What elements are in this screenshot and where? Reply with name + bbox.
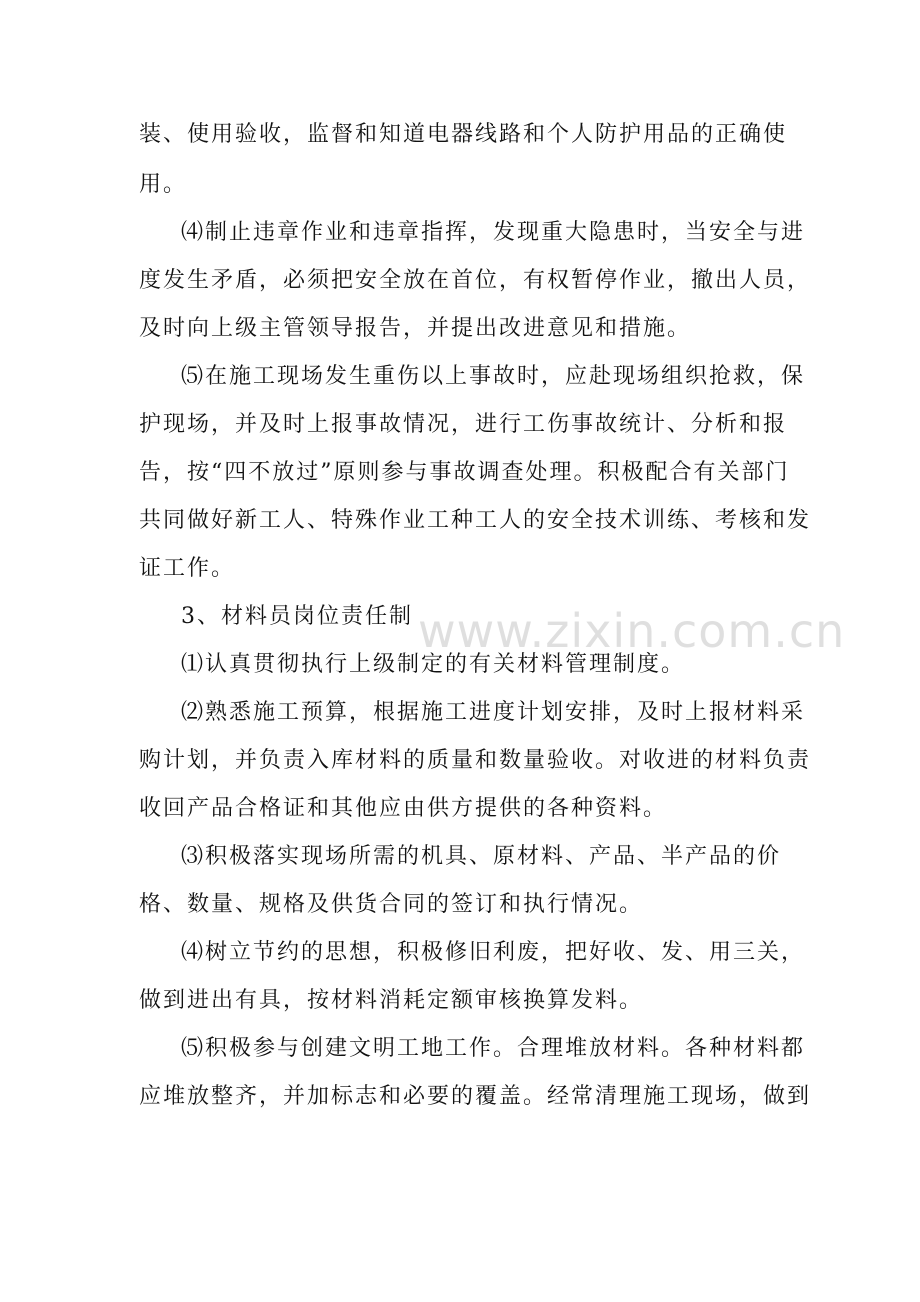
text-line: 证工作。 [139,556,236,581]
text-line: ⑸在施工现场发生重伤以上事故时，应赴现场组织抢救，保 [181,364,806,389]
text-line: 做到进出有具，按材料消耗定额审核换算发料。 [139,988,644,1013]
text-line: 用。 [139,172,188,197]
text-line: ⑷制止违章作业和违章指挥，发现重大隐患时，当安全与进 [181,220,806,245]
text-line: 及时向上级主管领导报告，并提出改进意见和措施。 [139,316,692,341]
text-line: 度发生矛盾，必须把安全放在首位，有权暂停作业，撤出人员， [139,268,812,293]
text-line: 格、数量、规格及供货合同的签订和执行情况。 [139,892,644,917]
text-line: ⑴认真贯彻执行上级制定的有关材料管理制度。 [181,652,686,677]
watermark: www.zixin.com.cn [418,604,846,658]
text-line: ⑸积极参与创建文明工地工作。合理堆放材料。各种材料都 [181,1036,806,1061]
text-line: 装、使用验收，监督和知道电器线路和个人防护用品的正确使 [139,122,788,147]
text-line: ⑷树立节约的思想，积极修旧利废，把好收、发、用三关， [181,940,806,965]
text-line: 购计划，并负责入库材料的质量和数量验收。对收进的材料负责 [139,748,812,773]
text-line: 告，按“四不放过”原则参与事故调查处理。积极配合有关部门 [139,460,790,485]
text-line: 收回产品合格证和其他应由供方提供的各种资料。 [139,796,668,821]
text-line: ⑶积极落实现场所需的机具、原材料、产品、半产品的价 [181,844,782,869]
section-heading: 3、材料员岗位责任制 [181,604,413,629]
text-line: 共同做好新工人、特殊作业工种工人的安全技术训练、考核和发 [139,508,812,533]
text-line: 护现场，并及时上报事故情况，进行工伤事故统计、分析和报 [139,412,788,437]
text-line: 应堆放整齐，并加标志和必要的覆盖。经常清理施工现场，做到 [139,1084,812,1109]
text-line: ⑵熟悉施工预算，根据施工进度计划安排，及时上报材料采 [181,700,806,725]
